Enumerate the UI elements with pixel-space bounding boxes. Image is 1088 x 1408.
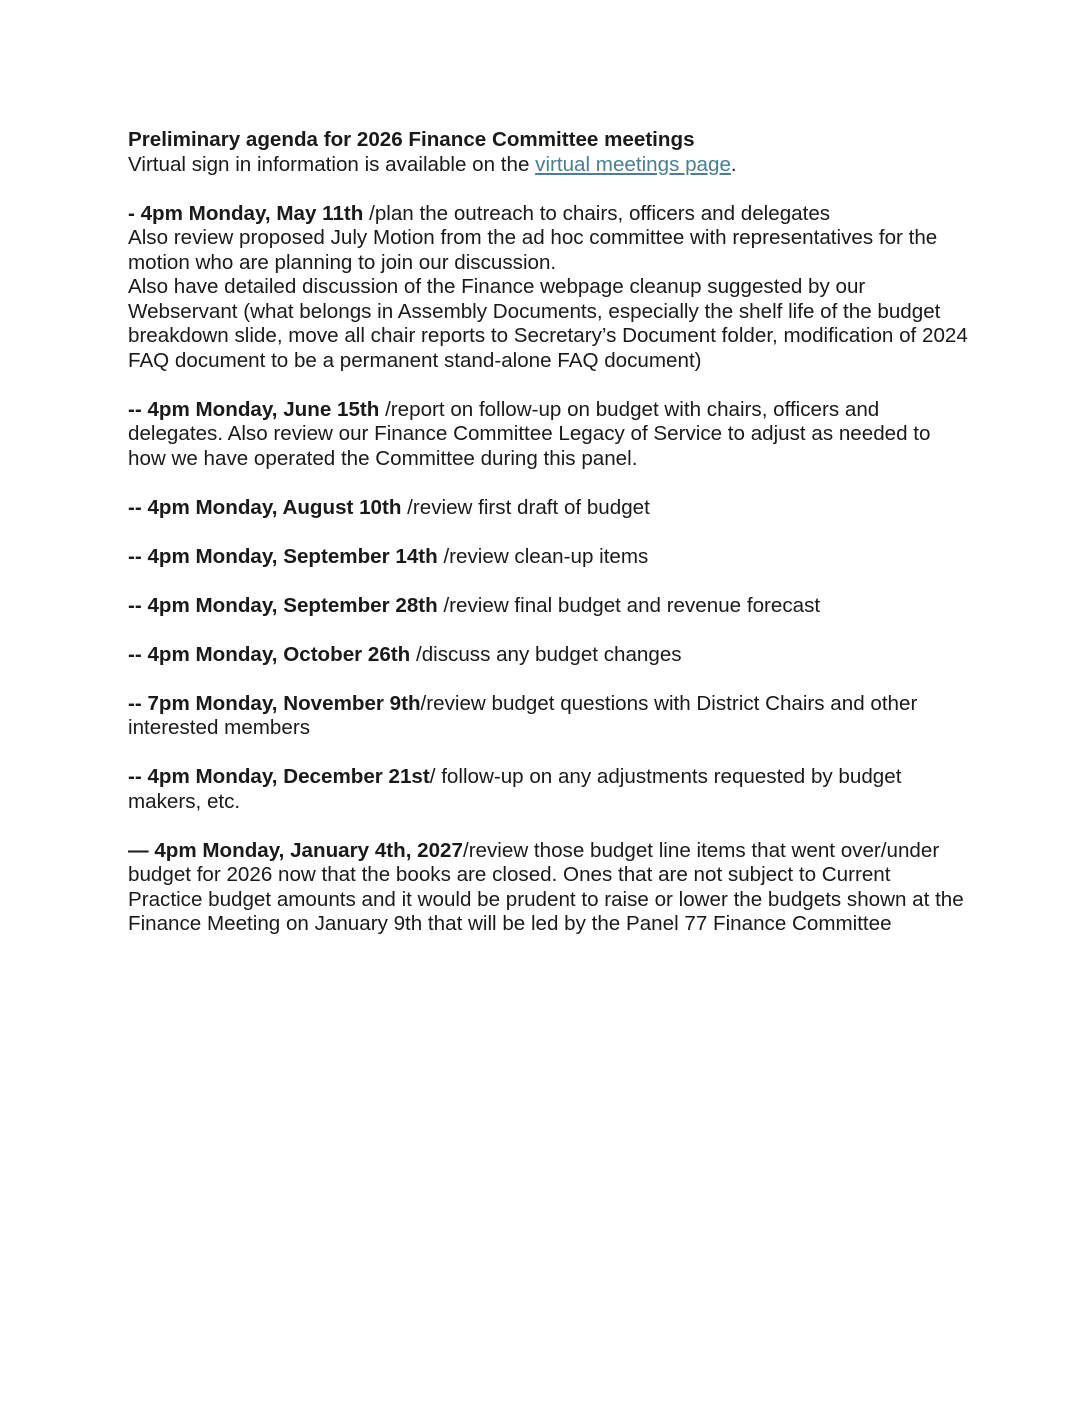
- intro-end: .: [730, 152, 737, 176]
- meeting-description: /review budget questions with District Chairs and other interested members: [128, 691, 918, 739]
- meeting-date: [128, 594, 438, 617]
- spacer: [128, 569, 968, 594]
- meeting-date: [128, 202, 363, 225]
- meeting-extra-note: Also review proposed July Motion from the ad hoc committee with representatives for the motion who are planning to join our discussion.: [128, 226, 938, 274]
- spacer: [128, 667, 968, 692]
- meeting-description: /report on follow-up on budget with chairs, officers and delegates. Also review our Finance Committee Legacy of Service to adjust as needed to how we have operated the Committee during this panel.: [128, 397, 931, 470]
- meeting-date-text: 4pm Monday, May 11th: [140, 201, 364, 225]
- meeting-prefix: --: [128, 642, 148, 666]
- meeting-description: /plan the outreach to chairs, officers and delegates: [363, 201, 831, 225]
- document-page: [128, 128, 968, 937]
- meeting-prefix: --: [128, 544, 148, 568]
- meeting-item: [128, 643, 968, 668]
- meeting-date-text: 4pm Monday, December 21st: [147, 765, 430, 788]
- spacer: [128, 741, 968, 766]
- meeting-description: / follow-up on any adjustments requested by budget makers, etc.: [128, 765, 902, 813]
- meeting-date: [128, 692, 421, 715]
- meeting-prefix: -: [128, 201, 141, 225]
- meeting-description: /discuss any budget changes: [410, 642, 682, 666]
- meeting-date-text: 4pm Monday, June 15th: [147, 397, 380, 421]
- spacer: [128, 814, 968, 839]
- virtual-meetings-link[interactable]: virtual meetings page: [535, 152, 731, 176]
- meeting-date-text: 4pm Monday, January 4th, 2027: [154, 838, 463, 862]
- meeting-description: /review final budget and revenue forecast: [437, 593, 821, 617]
- spacer: [128, 520, 968, 545]
- meeting-date-text: 4pm Monday, September 28th: [147, 593, 438, 617]
- meeting-date: [128, 545, 438, 568]
- meeting-description: /review first draft of budget: [401, 495, 650, 519]
- spacer: [128, 373, 968, 398]
- meeting-description: /review clean-up items: [437, 544, 649, 568]
- meeting-prefix: —: [128, 838, 155, 862]
- meeting-date: [128, 398, 379, 421]
- meeting-date: [128, 643, 410, 666]
- meeting-item: [128, 202, 968, 227]
- meeting-date-text: 4pm Monday, September 14th: [147, 544, 438, 568]
- meeting-item: [128, 765, 968, 814]
- intro-text: Virtual sign in information is available on the: [128, 152, 536, 176]
- spacer: [128, 177, 968, 202]
- spacer: [128, 471, 968, 496]
- meeting-item: [128, 594, 968, 619]
- meeting-item: [128, 839, 968, 937]
- meeting-date-text: 7pm Monday, November 9th: [147, 691, 421, 715]
- meeting-item: [128, 398, 968, 472]
- meeting-prefix: --: [128, 495, 148, 519]
- meeting-item: [128, 496, 968, 521]
- meeting-date: [128, 839, 463, 862]
- spacer: [128, 618, 968, 643]
- meeting-date: [128, 496, 401, 519]
- meeting-prefix: --: [128, 691, 148, 715]
- meeting-description: /review those budget line items that went over/under budget for 2026 now that the books are closed. Ones that are not subject to Current Practice budget amounts and it would be prudent to raise or lower the budgets shown at the Finance Meeting on January 9th that will be led by the Panel 77 Finance Committee: [128, 838, 964, 935]
- document-title: Preliminary agenda for 2026 Finance Committee meetings: [128, 128, 695, 151]
- meeting-date-text: 4pm Monday, August 10th: [147, 495, 402, 519]
- meeting-date: [128, 765, 430, 788]
- meeting-item: [128, 545, 968, 570]
- meeting-date-text: 4pm Monday, October 26th: [147, 642, 411, 666]
- meeting-extra-note: Also have detailed discussion of the Finance webpage cleanup suggested by our Webservant (what belongs in Assembly Documents, especially the shelf life of the budget breakdown slide, move all chair reports to Secretary’s Document folder, modification of 2024 FAQ document to be a permanent stand-alone FAQ document): [128, 275, 968, 372]
- intro-paragraph: [128, 153, 968, 178]
- meeting-item: [128, 692, 968, 741]
- meeting-prefix: --: [128, 593, 148, 617]
- meeting-prefix: --: [128, 397, 148, 421]
- meeting-prefix: --: [128, 765, 148, 788]
